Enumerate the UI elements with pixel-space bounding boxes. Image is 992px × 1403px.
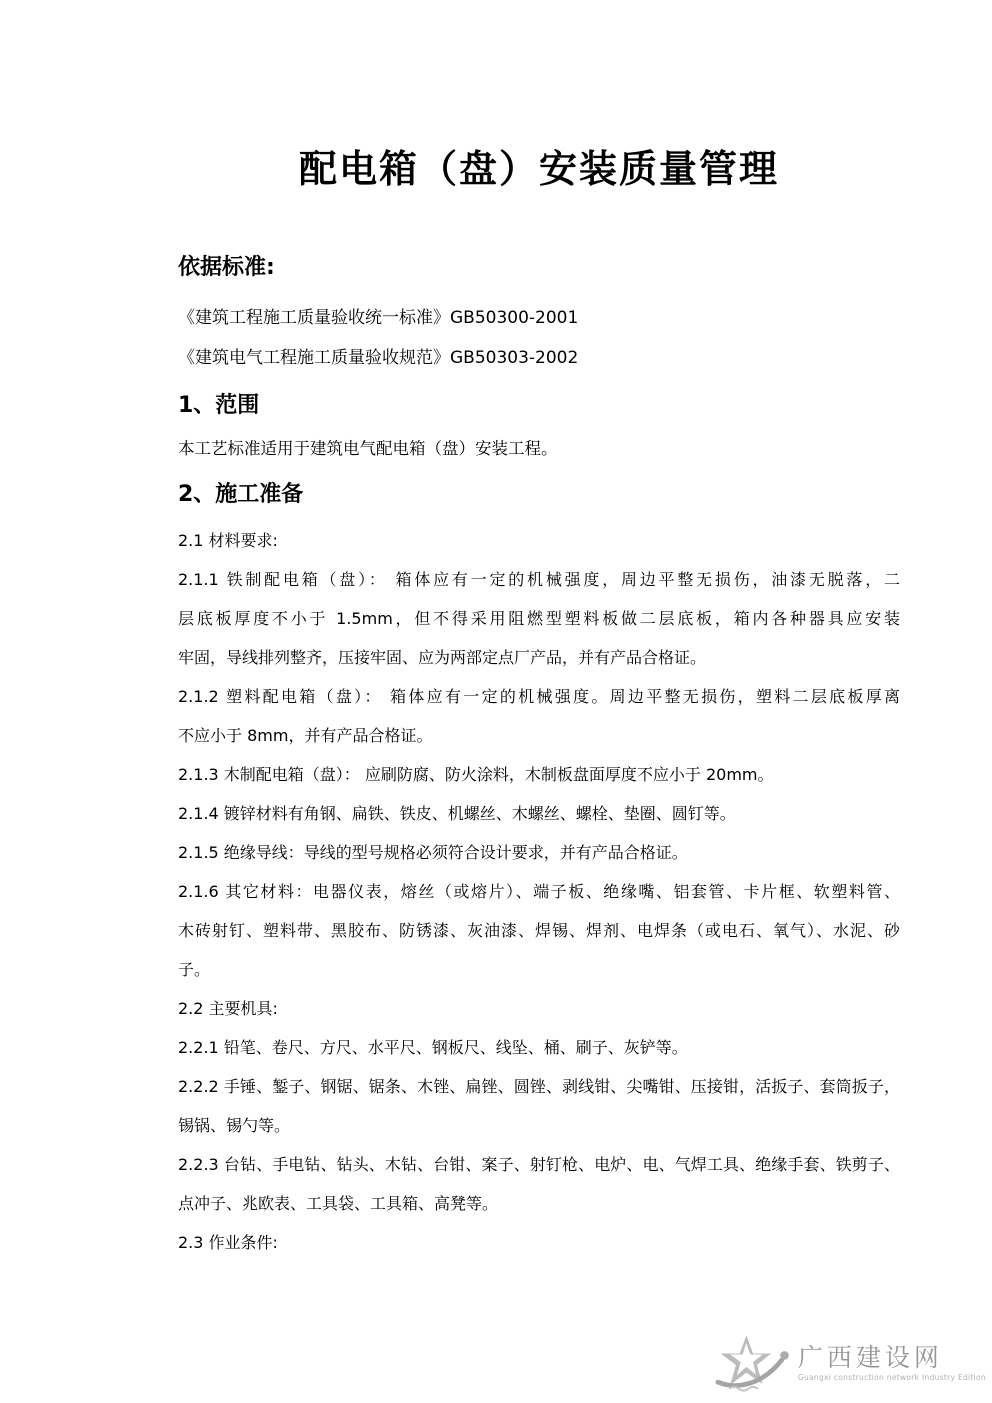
text-line: 2.2.1 铅笔、卷尺、方尺、水平尺、钢板尺、线坠、桶、刷子、灰铲等。 (178, 1038, 688, 1057)
text-line: 2.1.1 铁制配电箱（盘）： 箱体应有一定的机械强度，周边平整无损伤，油漆无脱落，二 (178, 570, 900, 589)
standards-list (178, 298, 900, 378)
text-line: 2.1 材料要求: (178, 531, 278, 550)
text-line: 木砖射钉、塑料带、黑胶布、防锈漆、灰油漆、焊锡、焊剂、电焊条（或电石、氧气）、水泥、砂 (178, 921, 900, 940)
section-1-body: 本工艺标准适用于建筑电气配电箱（盘）安装工程。 (178, 439, 558, 458)
page-title: 配电箱（盘）安装质量管理 (298, 147, 779, 191)
standard-item: 《建筑工程施工质量验收统一标准》GB50300-2001 (178, 308, 579, 328)
text-line: 2.2 主要机具: (178, 999, 278, 1018)
text-line: 不应小于 8mm，并有产品合格证。 (178, 726, 433, 745)
standards-heading: 依据标准: (178, 255, 275, 280)
section-2-heading: 2、施工准备 (178, 482, 304, 507)
watermark-name: 广西建设网 (797, 1343, 943, 1372)
text-line: 2.1.3 木制配电箱（盘）： 应刷防腐、防火涂料，木制板盘面厚度不应小于 20mm。 (178, 765, 774, 784)
document-content (178, 0, 900, 1262)
standard-item: 《建筑电气工程施工质量验收规范》GB50303-2002 (178, 348, 579, 368)
text-line: 2.2.3 台钻、手电钻、钻头、木钻、台钳、案子、射钉枪、电炉、电、气焊工具、绝缘手套、铁剪子、 (178, 1155, 900, 1174)
text-line: 2.1.6 其它材料：电器仪表，熔丝（或熔片）、端子板、绝缘嘴、铝套管、卡片框、软塑料管、 (178, 882, 900, 901)
watermark (714, 1333, 986, 1395)
watermark-subtitle: Guangxi construction network Industry Edition (797, 1373, 986, 1382)
text-line: 2.2.2 手锤、錾子、钢锯、锯条、木锉、扁锉、圆锉、剥线钳、尖嘴钳、压接钳，活扳子、套筒扳子， (178, 1077, 900, 1096)
text-line: 2.1.2 塑料配电箱（盘）： 箱体应有一定的机械强度。周边平整无损伤，塑料二层底板厚离 (178, 687, 900, 706)
text-line: 锡锅、锡勺等。 (178, 1116, 291, 1135)
text-line: 点冲子、兆欧表、工具袋、工具箱、高凳等。 (178, 1194, 499, 1213)
star-swoosh-logo-icon (714, 1333, 794, 1395)
section-1-heading: 1、范围 (178, 393, 260, 418)
text-line: 子。 (178, 960, 211, 979)
text-line: 牢固，导线排列整齐，压接牢固、应为两部定点厂产品，并有产品合格证。 (178, 648, 707, 667)
text-line: 2.3 作业条件: (178, 1233, 278, 1252)
text-line: 2.1.4 镀锌材料有角钢、扁铁、铁皮、机螺丝、木螺丝、螺栓、垫圈、圆钉等。 (178, 804, 736, 823)
watermark-text (798, 1333, 986, 1382)
text-line: 2.1.5 绝缘导线：导线的型号规格必须符合设计要求，并有产品合格证。 (178, 843, 688, 862)
text-line: 层底板厚度不小于 1.5mm，但不得采用阻燃型塑料板做二层底板，箱内各种器具应安装 (178, 609, 900, 628)
section-2-body (178, 521, 900, 1262)
